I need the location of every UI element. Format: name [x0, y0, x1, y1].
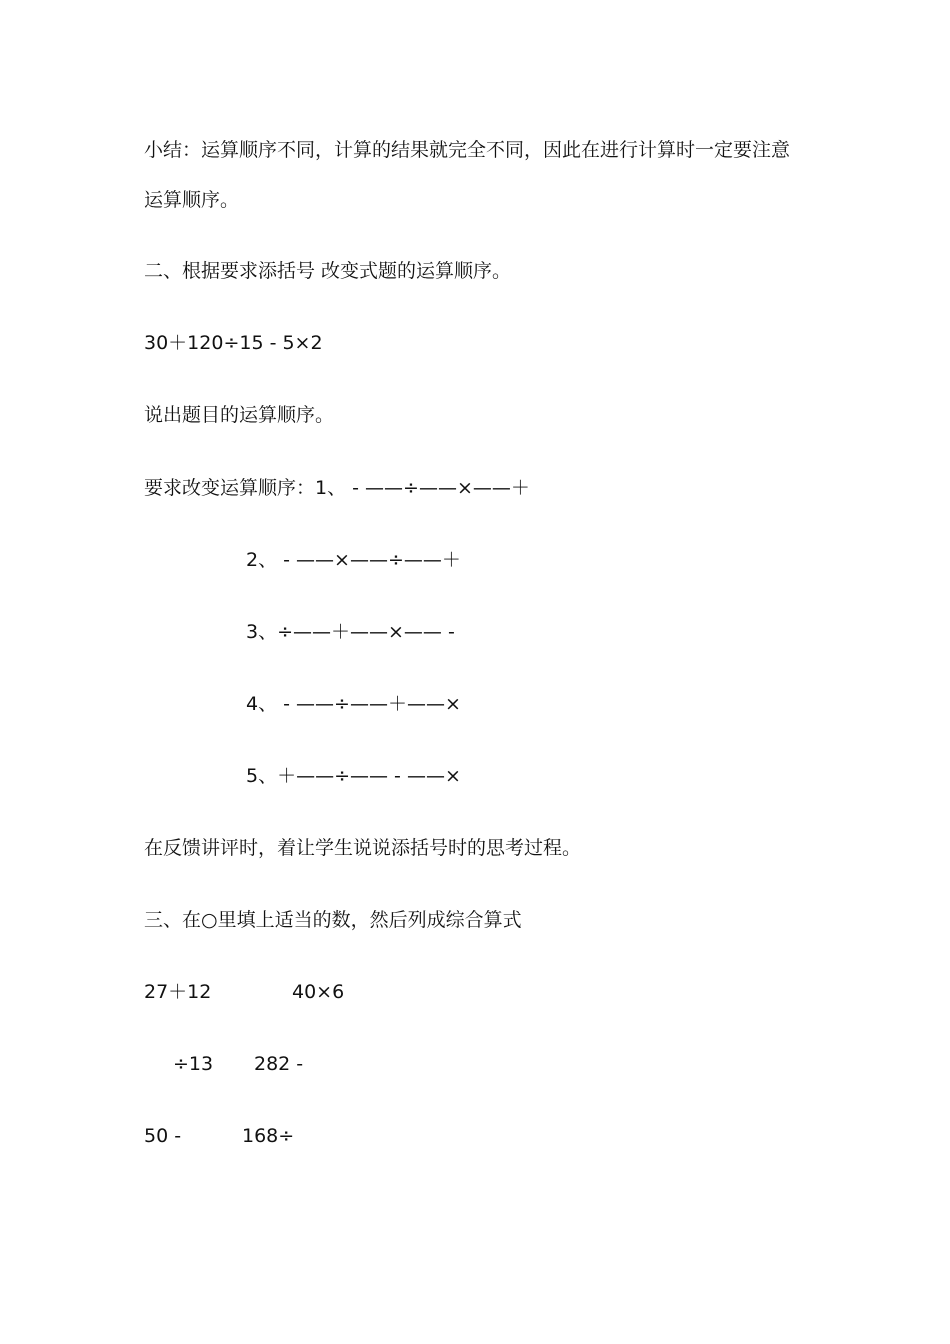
summary-line-2: 运算顺序。 — [144, 189, 240, 211]
requirement-4: 4、 - ——÷——＋——× — [246, 693, 461, 715]
summary-line-1: 小结：运算顺序不同，计算的结果就完全不同，因此在进行计算时一定要注意 — [144, 139, 791, 161]
section-3-title: 三、在○里填上适当的数，然后列成综合算式 — [144, 909, 522, 931]
requirement-3: 3、÷——＋——×—— - — [246, 621, 455, 643]
feedback-text: 在反馈讲评时，着让学生说说添括号时的思考过程。 — [144, 837, 582, 859]
requirement-2: 2、 - ——×——÷——＋ — [246, 549, 461, 571]
section-2-title: 二、根据要求添括号 改变式题的运算顺序。 — [144, 260, 512, 282]
exercise-3: ÷13 — [173, 1053, 214, 1075]
exercise-1: 27＋12 — [144, 981, 212, 1003]
exercise-2: 40×6 — [292, 981, 345, 1003]
expression: 30＋120÷15 - 5×2 — [144, 332, 323, 354]
exercise-6: 168÷ — [242, 1125, 295, 1147]
exercise-4: 282 - — [254, 1053, 304, 1075]
say-order-text: 说出题目的运算顺序。 — [144, 404, 335, 426]
requirement-1: 要求改变运算顺序：1、 - ——÷——×——＋ — [144, 477, 530, 499]
exercise-5: 50 - — [144, 1125, 182, 1147]
requirement-5: 5、＋——÷—— - ——× — [246, 765, 461, 787]
